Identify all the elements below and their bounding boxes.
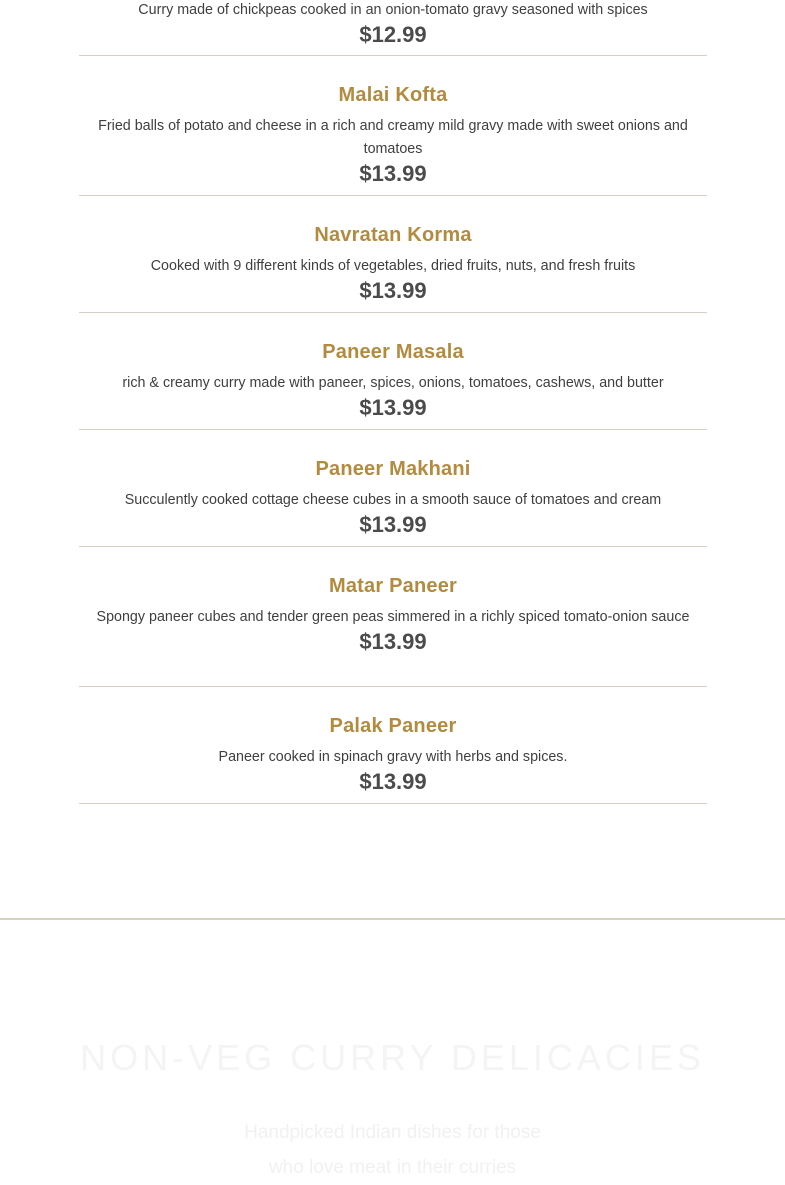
menu-item-malai-kofta xyxy=(79,56,707,196)
item-description: Spongy paneer cubes and tender green peas simmered in a richly spiced tomato-onion sauce xyxy=(96,609,690,625)
item-title: Matar Paneer xyxy=(328,575,457,597)
item-price: $13.99 xyxy=(359,395,427,420)
item-title: Malai Kofta xyxy=(338,84,448,106)
item-price: $13.99 xyxy=(359,769,427,794)
item-price: $13.99 xyxy=(359,278,427,303)
item-description: Succulently cooked cottage cheese cubes in a smooth sauce of tomatoes and cream xyxy=(124,492,662,508)
section-heading: NON-VEG CURRY DELICACIES xyxy=(80,1037,705,1078)
menu-item-palak-paneer xyxy=(79,687,707,804)
item-description: Fried balls of potato and cheese in a rich and creamy mild gravy made with sweet onions and tomatoes xyxy=(98,118,688,157)
item-description: Curry made of chickpeas cooked in an onion-tomato gravy seasoned with spices xyxy=(138,2,648,18)
item-title: Paneer Masala xyxy=(322,341,464,363)
menu-item-paneer-masala xyxy=(79,313,707,430)
menu-item-chana-masala xyxy=(79,0,707,56)
section-divider xyxy=(0,918,785,920)
item-title: Paneer Makhani xyxy=(315,458,471,480)
item-price: $13.99 xyxy=(359,161,427,186)
item-price: $13.99 xyxy=(359,629,427,654)
item-description: rich & creamy curry made with paneer, spices, onions, tomatoes, cashews, and butter xyxy=(122,375,664,391)
menu-item-paneer-makhani xyxy=(79,430,707,547)
item-price: $12.99 xyxy=(359,22,427,47)
item-price: $13.99 xyxy=(359,512,427,537)
item-description: Cooked with 9 different kinds of vegetables, dried fruits, nuts, and fresh fruits xyxy=(150,258,636,274)
section-tagline-line-1: Handpicked Indian dishes for those xyxy=(244,1122,541,1143)
item-title: Palak Paneer xyxy=(329,715,457,737)
item-description: Paneer cooked in spinach gravy with herbs and spices. xyxy=(218,749,568,765)
item-divider xyxy=(79,803,707,804)
section-tagline-line-2: who love meat in their curries xyxy=(268,1157,517,1178)
menu-item-matar-paneer xyxy=(79,547,707,687)
menu-item-navratan-korma xyxy=(79,196,707,313)
item-title: Navratan Korma xyxy=(314,224,472,246)
